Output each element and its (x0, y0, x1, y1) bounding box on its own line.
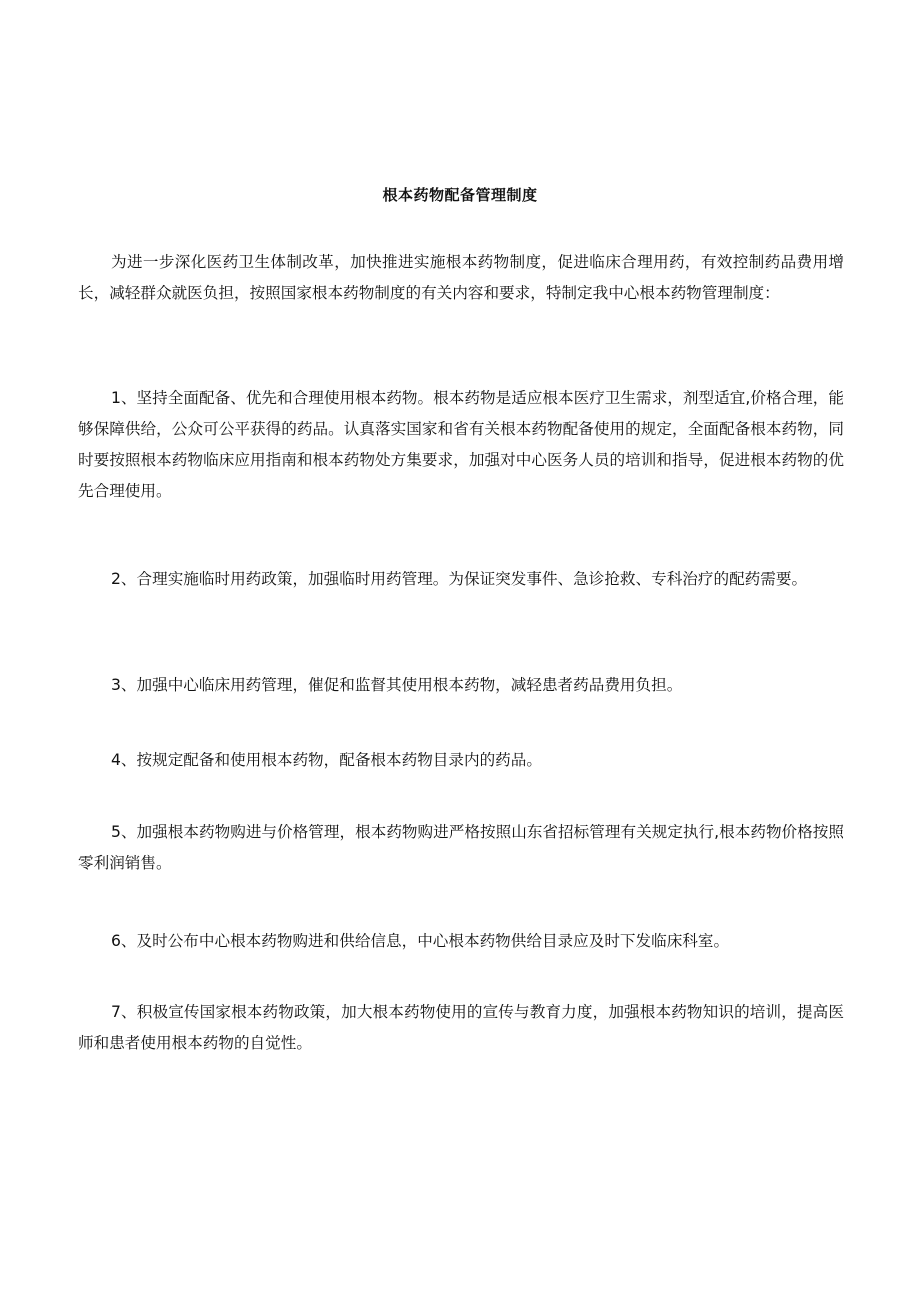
document-title: 根本药物配备管理制度 (382, 186, 538, 204)
intro-paragraph: 为进一步深化医药卫生体制改革，加快推进实施根本药物制度，促进临床合理用药，有效控制药品费用增长，减轻群众就医负担，按照国家根本药物制度的有关内容和要求，特制定我中心根本药物管理制度： (78, 253, 844, 302)
policy-item-6: 6、及时公布中心根本药物购进和供给信息，中心根本药物供给目录应及时下发临床科室。 (111, 932, 730, 950)
policy-item-2: 2、合理实施临时用药政策，加强临时用药管理。为保证突发事件、急诊抢救、专科治疗的配药需要。 (111, 570, 808, 588)
policy-item-5: 5、加强根本药物购进与价格管理，根本药物购进严格按照山东省招标管理有关规定执行,根本药物价格按照零利润销售。 (78, 823, 844, 872)
policy-item-3: 3、加强中心临床用药管理，催促和监督其使用根本药物，减轻患者药品费用负担。 (111, 676, 683, 694)
policy-item-1: 1、坚持全面配备、优先和合理使用根本药物。根本药物是适应根本医疗卫生需求，剂型适宜,价格合理，能够保障供给，公众可公平获得的药品。认真落实国家和省有关根本药物配备使用的规定，全面配备根本药物，同时要按照根本药物临床应用指南和根本药物处方集要求，加强对中心医务人员的培训和指导，促进根本药物的优先合理使用。 (78, 389, 844, 500)
policy-item-4: 4、按规定配备和使用根本药物，配备根本药物目录内的药品。 (111, 751, 542, 769)
policy-item-7: 7、积极宣传国家根本药物政策，加大根本药物使用的宣传与教育力度，加强根本药物知识的培训，提高医师和患者使用根本药物的自觉性。 (78, 1003, 844, 1052)
